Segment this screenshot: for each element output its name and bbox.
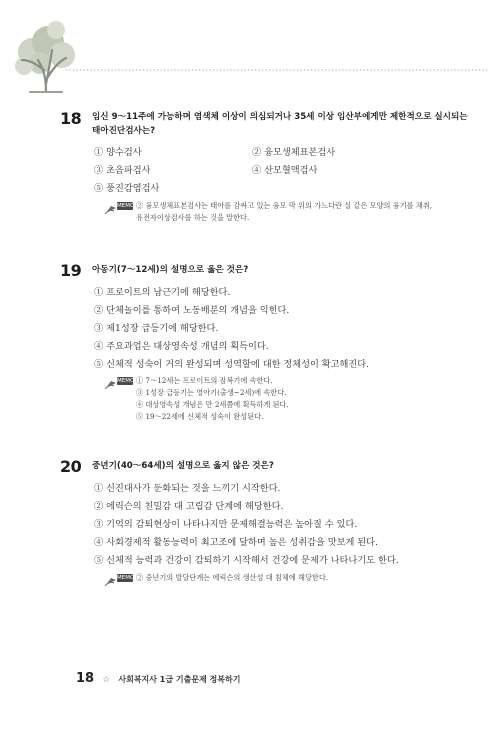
question-text: 임신 9～11주에 가능하며 염색체 이상이 의심되거나 35세 이상 임산부에게만 제한적으로 실시되는 태아진단검사는? (92, 112, 468, 136)
question-text: 아동기(7～12세)의 설명으로 옳은 것은? (92, 265, 249, 275)
memo-icon (104, 375, 134, 387)
answer-option[interactable]: ④ 사회경제적 활동능력이 최고조에 달하며 높은 성취감을 맛보게 된다. (94, 537, 378, 548)
answer-option[interactable]: ② 단체놀이를 통하여 노동배분의 개념을 익힌다. (94, 305, 290, 316)
page-number: 18 (76, 671, 95, 686)
question-number: 19 (60, 261, 82, 280)
explanation-text: ① 7～12세는 프로이트의 잠복기에 속한다. ③ 1성장 급등기는 영아기(출생~2세)에 속한다. ④ 대상영속성 개념은 만 2세쯤에 획득하게 된다. ⑤ 19～22세에 신체적 성숙이 완성된다. (136, 376, 289, 421)
header-tree-illustration (0, 0, 500, 100)
answer-option[interactable]: ① 양수검사 (94, 147, 142, 158)
answer-option[interactable]: ④ 산모혈액검사 (252, 165, 318, 176)
answer-option[interactable]: ③ 제1성장 급등기에 해당한다. (94, 323, 219, 334)
question-number: 18 (60, 109, 82, 128)
question-text: 중년기(40～64세)의 설명으로 옳지 않은 것은? (92, 461, 274, 471)
answer-option[interactable]: ① 신진대사가 둔화되는 것을 느끼기 시작한다. (94, 483, 281, 494)
memo-label: MEMO (117, 378, 135, 384)
answer-option[interactable]: ④ 주요과업은 대상영속성 개념의 획득이다. (94, 341, 269, 352)
answer-option[interactable]: ③ 기억의 감퇴현상이 나타나지만 문제해결능력은 높아질 수 있다. (94, 519, 358, 530)
answer-option[interactable]: ② 에릭슨의 친밀감 대 고립감 단계에 해당한다. (94, 501, 284, 512)
memo-icon (104, 572, 134, 584)
answer-option[interactable]: ⑤ 풍진감염검사 (94, 183, 160, 194)
star-icon: ☆ (102, 675, 111, 685)
tree-icon (15, 21, 75, 92)
answer-option[interactable]: ⑤ 신체적 성숙이 거의 완성되며 성역할에 대한 정체성이 확고해진다. (94, 359, 370, 370)
memo-label: MEMO (117, 203, 135, 209)
explanation-text: ② 융모생체표본검사는 태아를 감싸고 있는 융모 막 위의 가느다란 실 같은 모양의 융기를 채취, 유전자이상검사를 하는 것을 말한다. (136, 201, 433, 222)
answer-option[interactable]: ⑤ 신체적 능력과 건강이 감퇴하기 시작해서 건강에 문제가 나타나기도 한다. (94, 555, 399, 566)
answer-option[interactable]: ① 프로이트의 남근기에 해당한다. (94, 287, 231, 298)
answer-option[interactable]: ② 융모생체표본검사 (252, 147, 336, 158)
answer-option[interactable]: ③ 초음파검사 (94, 165, 151, 176)
memo-icon (104, 200, 134, 212)
explanation-text: ② 중년기의 발달단계는 에릭슨의 생산성 대 침체에 해당한다. (136, 573, 329, 582)
book-title: 사회복지사 1급 기출문제 정복하기 (118, 675, 241, 684)
memo-label: MEMO (117, 575, 135, 581)
question-number: 20 (60, 457, 82, 476)
page-footer (76, 667, 240, 686)
